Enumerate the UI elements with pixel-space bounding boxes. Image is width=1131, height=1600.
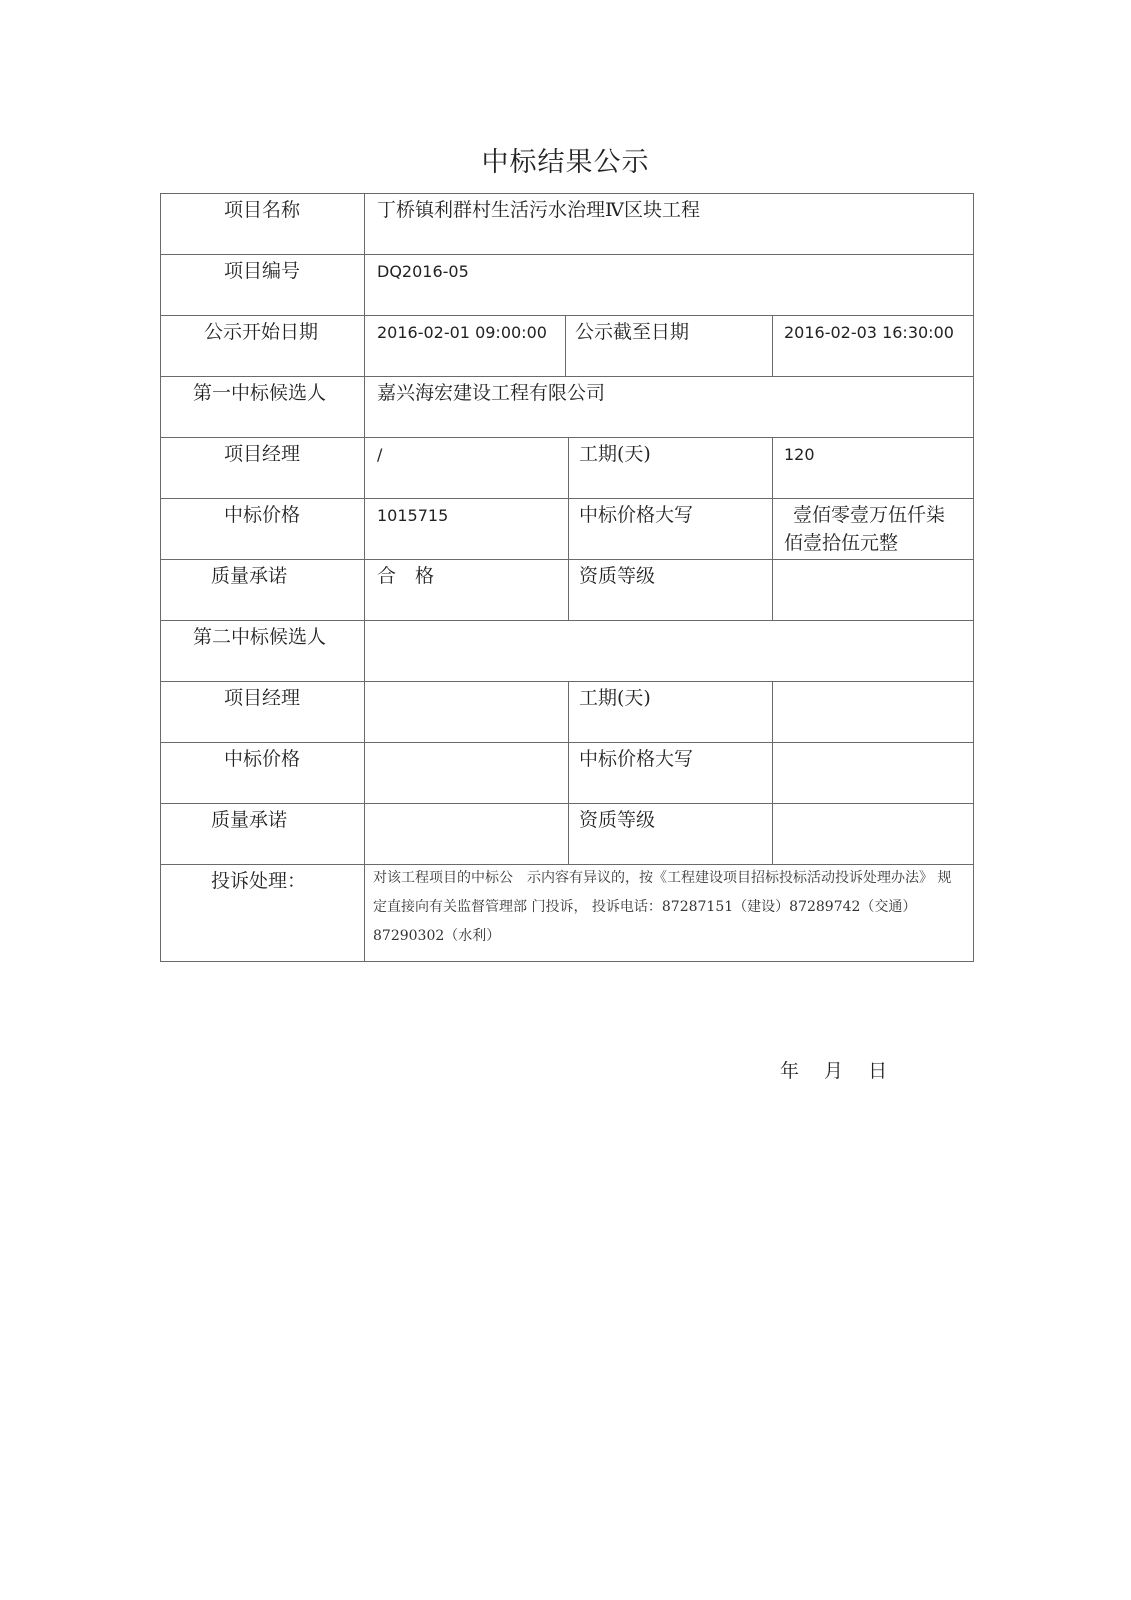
second-candidate-label: 第二中标候选人 [193, 626, 327, 648]
first-candidate-label: 第一中标候选人 [193, 382, 327, 404]
second-price-upper-label: 中标价格大写 [579, 748, 694, 770]
second-manager-label: 项目经理 [224, 687, 301, 709]
first-manager-value: / [377, 445, 383, 464]
first-qualification-label: 资质等级 [579, 565, 656, 587]
first-price-upper-line2: 佰壹拾伍元整 [784, 532, 899, 554]
publicity-end-value: 2016-02-03 16:30:00 [784, 323, 954, 342]
first-manager-label: 项目经理 [224, 443, 301, 465]
project-name-value: 丁桥镇利群村生活污水治理Ⅳ区块工程 [377, 199, 700, 221]
project-name-label: 项目名称 [224, 199, 301, 221]
first-price-upper-line1: 壹佰零壹万伍仟柒 [793, 504, 946, 526]
first-period-label: 工期(天) [579, 443, 651, 465]
first-quality-label: 质量承诺 [211, 565, 288, 587]
publicity-end-label: 公示截至日期 [575, 321, 690, 343]
project-number-label: 项目编号 [224, 260, 301, 282]
first-candidate-value: 嘉兴海宏建设工程有限公司 [377, 382, 606, 404]
second-qualification-label: 资质等级 [579, 809, 656, 831]
first-quality-value: 合 格 [377, 565, 435, 587]
project-number-value: DQ2016-05 [377, 262, 469, 281]
second-period-label: 工期(天) [579, 687, 651, 709]
first-price-upper-label: 中标价格大写 [579, 504, 694, 526]
result-table [160, 193, 974, 962]
complaint-text: 对该工程项目的中标公 示内容有异议的，按《工程建设项目招标投标活动投诉处理办法》 规定直接向有关监督管理部 门投诉， 投诉电话：87287151（建设）87289742（交通）87290302（水利） [373, 870, 952, 944]
first-period-value: 120 [784, 445, 815, 464]
page-title: 中标结果公示 [481, 147, 650, 178]
publicity-start-value: 2016-02-01 09:00:00 [377, 323, 547, 342]
second-quality-label: 质量承诺 [211, 809, 288, 831]
second-price-label: 中标价格 [224, 748, 301, 770]
publicity-start-label: 公示开始日期 [204, 321, 319, 343]
first-price-label: 中标价格 [224, 504, 301, 526]
signature-date: 年 月 日 [780, 1060, 888, 1082]
complaint-label: 投诉处理： [211, 870, 307, 892]
first-price-value: 1015715 [377, 506, 449, 525]
